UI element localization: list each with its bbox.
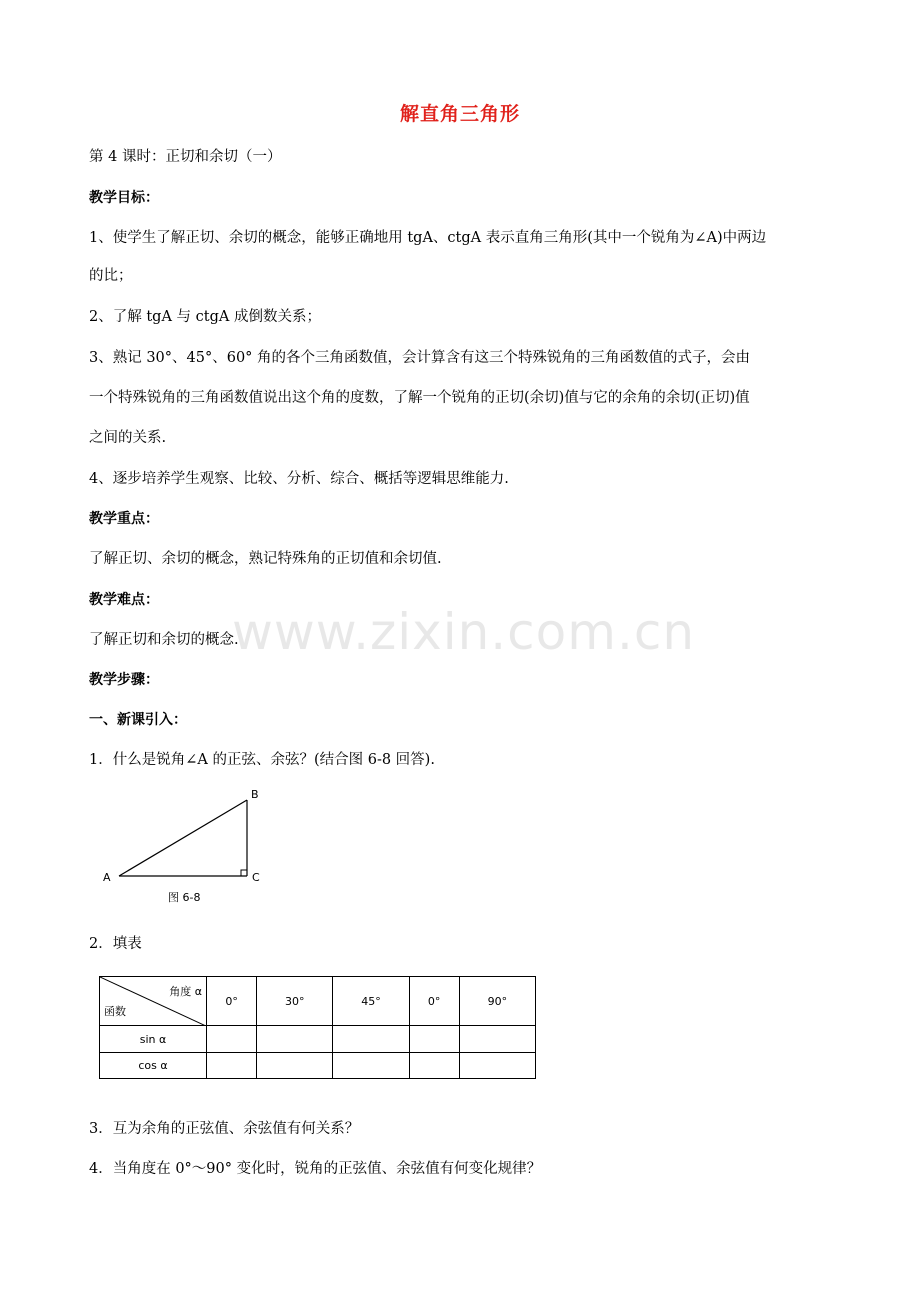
- table-cell: [333, 1026, 409, 1052]
- table-header-cell: 30°: [257, 977, 333, 1026]
- row-label: sin α: [100, 1026, 207, 1052]
- table-cell: [333, 1052, 409, 1078]
- trig-table: [99, 976, 536, 1079]
- table-cell: [409, 1026, 459, 1052]
- table-header-cell: 0°: [207, 977, 257, 1026]
- difficulty-heading: 教学难点：: [89, 592, 159, 608]
- objective-line: 2、了解 tgA 与 ctgA 成倒数关系；: [89, 309, 321, 325]
- table-cell: [207, 1052, 257, 1078]
- objective-line: 4、逐步培养学生观察、比较、分析、综合、概括等逻辑思维能力.: [89, 471, 509, 487]
- table-row: [100, 1026, 536, 1052]
- vertex-b-label: B: [251, 788, 259, 801]
- vertex-c-label: C: [252, 871, 260, 884]
- watermark: www.zixin.com.cn: [232, 603, 696, 661]
- key-heading: 教学重点：: [89, 511, 159, 527]
- lesson-label: 第 4 课时：正切和余切（一）: [89, 149, 282, 165]
- document-title: 解直角三角形: [399, 103, 520, 125]
- steps-heading: 教学步骤：: [89, 672, 159, 688]
- question-1: 1．什么是锐角∠A 的正弦、余弦？(结合图 6-8 回答).: [89, 752, 435, 768]
- objective-line: 一个特殊锐角的三角函数值说出这个角的度数，了解一个锐角的正切(余切)值与它的余角的余切(正切)值: [89, 390, 750, 406]
- hypotenuse-ab: [119, 800, 247, 876]
- intro-heading: 一、新课引入：: [89, 712, 187, 728]
- diagonal-header-cell: [100, 977, 207, 1026]
- question-4: 4．当角度在 0°～90° 变化时，锐角的正弦值、余弦值有何变化规律？: [89, 1161, 542, 1177]
- table-cell: [459, 1052, 535, 1078]
- table-header-cell: 45°: [333, 977, 409, 1026]
- objective-line: 之间的关系.: [89, 430, 167, 446]
- vertex-a-label: A: [103, 871, 111, 884]
- table-header-cell: 0°: [409, 977, 459, 1026]
- header-angle-label: 角度 α: [169, 985, 202, 998]
- triangle-figure: [96, 780, 296, 910]
- table-cell: [459, 1026, 535, 1052]
- figure-caption: 图 6-8: [168, 891, 201, 904]
- table-row: [100, 1052, 536, 1078]
- row-label: cos α: [100, 1052, 207, 1078]
- objectives-heading: 教学目标：: [89, 190, 159, 206]
- table-header-row: [100, 977, 536, 1026]
- right-angle-mark: [241, 870, 247, 876]
- objective-line: 1、使学生了解正切、余切的概念，能够正确地用 tgA、ctgA 表示直角三角形(其中一个锐角为∠A)中两边: [89, 230, 767, 246]
- question-2: 2．填表: [89, 936, 142, 952]
- table-cell: [409, 1052, 459, 1078]
- table-header-cell: 90°: [459, 977, 535, 1026]
- table-cell: [257, 1052, 333, 1078]
- header-func-label: 函数: [104, 1005, 126, 1019]
- difficulty-text: 了解正切和余切的概念.: [89, 632, 239, 648]
- question-3: 3．互为余角的正弦值、余弦值有何关系？: [89, 1121, 360, 1137]
- objective-line: 的比；: [89, 268, 133, 284]
- table-cell: [257, 1026, 333, 1052]
- key-text: 了解正切、余切的概念，熟记特殊角的正切值和余切值.: [89, 551, 442, 567]
- table-cell: [207, 1026, 257, 1052]
- objective-line: 3、熟记 30°、45°、60° 角的各个三角函数值，会计算含有这三个特殊锐角的三角函数值的式子，会由: [89, 350, 751, 366]
